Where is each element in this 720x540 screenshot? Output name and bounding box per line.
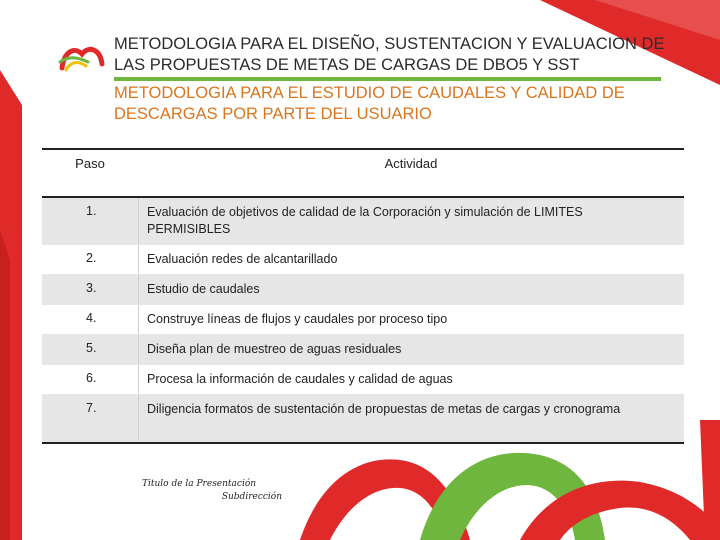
step-activity: Construye líneas de flujos y caudales por proceso tipo [138,305,684,334]
footer-subdivision: Subdirección [221,492,282,502]
step-activity: Evaluación de objetivos de calidad de la Corporación y simulación de LIMITES PERMISIBLES [138,198,684,244]
table-row [42,305,684,335]
page-subtitle: METODOLOGIA PARA EL ESTUDIO DE CAUDALES Y CALIDAD DE DESCARGAS POR PARTE DEL USUARIO [114,84,625,123]
step-number: 6. [86,371,97,385]
title-divider [114,77,661,81]
step-activity: Diligencia formatos de sustentación de propuestas de metas de cargas y cronograma [138,395,684,441]
table-bottom-rule [42,442,684,444]
table-row [42,335,684,365]
footer-presentation-title: Titulo de la Presentación [142,479,257,489]
table-row [42,365,684,395]
table-row [42,275,684,305]
step-number: 4. [86,311,97,325]
step-activity: Estudio de caudales [138,275,684,304]
activity-table [42,148,684,444]
step-activity: Diseña plan de muestreo de aguas residuales [138,335,684,364]
step-activity: Procesa la información de caudales y calidad de aguas [138,365,684,394]
footer [142,478,282,504]
table-header [42,148,684,198]
step-number: 3. [86,281,97,295]
step-activity: Evaluación redes de alcantarillado [138,245,684,274]
step-number: 1. [86,204,97,218]
step-number: 7. [86,401,97,415]
logo-icon [58,40,106,76]
table-row [42,245,684,275]
table-row [42,395,684,442]
table-row [42,198,684,245]
header-paso: Paso [75,156,105,171]
header-actividad: Actividad [384,156,438,171]
step-number: 5. [86,341,97,355]
step-number: 2. [86,251,97,265]
page-title: METODOLOGIA PARA EL DISEÑO, SUSTENTACION Y EVALUACION DE LAS PROPUESTAS DE METAS DE CARGAS DE DBO5 Y SST [114,35,665,74]
